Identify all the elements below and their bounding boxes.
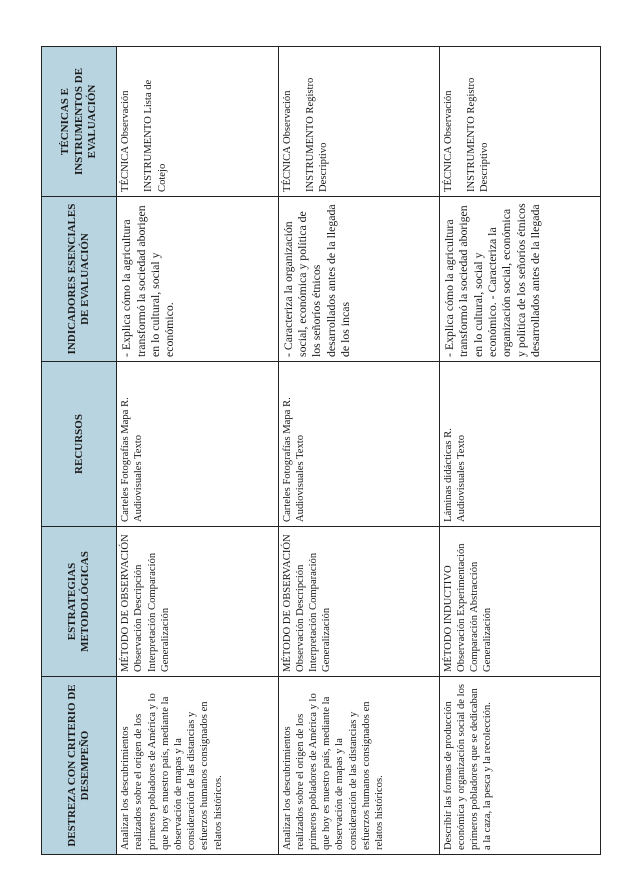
- row-2-instrumento: INSTRUMENTO Registro Descriptivo: [304, 77, 329, 192]
- row-3-pasos: Observación Experimentación Comparación Abstracción Generalización: [455, 543, 494, 672]
- row-1-recursos-text: Carteles Fotografías Mapa R. Audiovisuales Texto: [120, 397, 145, 522]
- row-3-recursos-text: Láminas didácticas R. Audiovisuales Texto: [442, 428, 467, 522]
- row-3-tecnicas: [439, 47, 600, 197]
- header-estrategias: ESTRATEGIAS METODOLÓGICAS: [42, 527, 117, 677]
- row-2-tecnica: TÉCNICA Observación: [281, 90, 293, 192]
- row-3-tecnica: TÉCNICA Observación: [442, 90, 454, 192]
- row-3-destreza: [439, 677, 600, 855]
- row-3-recursos: [439, 362, 600, 527]
- row-2-recursos-text: Carteles Fotografías Mapa R. Audiovisuales Texto: [281, 397, 306, 522]
- row-2-indicadores-text: - Caracteriza la organización social, económica y política de los señoríos étnicos desarrollados antes de la llegada de los incas: [280, 204, 353, 357]
- row-1-instrumento: INSTRUMENTO Lista de Cotejo: [143, 79, 168, 192]
- planning-table-rotated: [41, 47, 601, 855]
- row-2-estrategias: [278, 527, 439, 677]
- row-2-metodo: MÉTODO DE OBSERVACIÓN: [281, 534, 293, 672]
- row-2-tecnicas: [278, 47, 439, 197]
- row-2-indicadores: [278, 197, 439, 362]
- row-1-destreza: [117, 677, 278, 855]
- row-1-tecnica: TÉCNICA Observación: [120, 90, 132, 192]
- header-recursos: RECURSOS: [42, 362, 117, 527]
- row-2-destreza-text: Analizar los descubrimientos realizados sobre el origen de los primeros pobladores de América y lo que hoy es nuestro país, mediante la observación de mapas y la consideración de las distancias y esfuerzos humanos consignados en relatos históricos.: [281, 693, 385, 850]
- row-1-destreza-text: Analizar los descubrimientos realizados sobre el origen de los primeros pobladores de América y lo que hoy es nuestro país, mediante la observación de mapas y la consideración de las distancias y esfuerzos humanos consignados en relatos históricos.: [120, 693, 224, 850]
- row-1-pasos: Observación Descripción Interpretación Comparación Generalización: [133, 552, 171, 672]
- row-1-estrategias: [117, 527, 278, 677]
- row-3-estrategias: [439, 527, 600, 677]
- row-1-tecnicas: [117, 47, 278, 197]
- planning-table: [41, 46, 601, 855]
- row-1-indicadores: [117, 197, 278, 362]
- row-3-destreza-text: Describir las formas de producción económica y organización social de los primeros pobladores que se dedicaban a la caza, la pesca y la recolección.: [442, 683, 494, 850]
- row-2-recursos: [278, 362, 439, 527]
- row-3-indicadores: [439, 197, 600, 362]
- row-3-metodo: MÉTODO INDUCTIVO: [442, 565, 454, 672]
- row-2-pasos: Observación Descripción Interpretación Comparación Generalización: [294, 552, 333, 672]
- row-3-indicadores-text: - Explica cómo la agricultura transformó la sociedad aborigen en lo cultural, social y económico. - Caracteriza la organización social, económica y política de los señoríos étnicos desarrollados antes de la llegada: [441, 203, 543, 357]
- row-1-recursos: [117, 362, 278, 527]
- row-3-instrumento: INSTRUMENTO Registro Descriptivo: [465, 77, 491, 192]
- row-2-destreza: [278, 677, 439, 855]
- header-destreza: DESTREZA CON CRITERIO DE DESEMPEÑO: [42, 677, 117, 855]
- row-1-indicadores-text: - Explica cómo la agricultura transformó la sociedad aborigen en lo cultural, social y económico.: [119, 205, 177, 357]
- header-tecnicas: TÉCNICAS E INSTRUMENTOS DE EVALUACIÓN: [42, 47, 117, 197]
- header-indicadores: INDICADORES ESENCIALES DE EVALUACIÓN: [42, 197, 117, 362]
- row-1-metodo: MÉTODO DE OBSERVACIÓN: [120, 534, 132, 672]
